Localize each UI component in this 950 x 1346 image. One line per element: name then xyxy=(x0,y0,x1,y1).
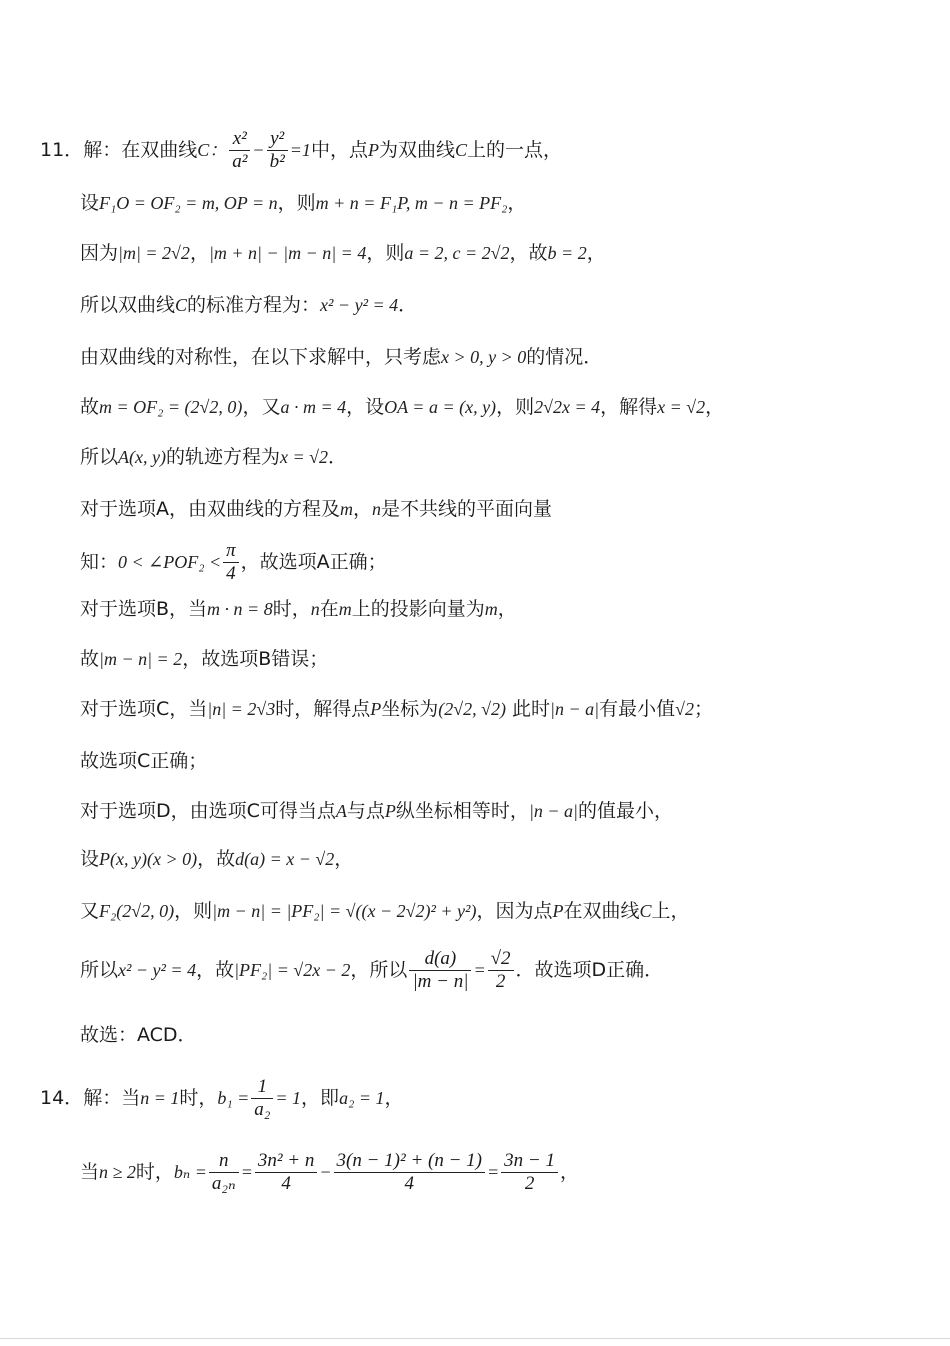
text-segment: y² xyxy=(267,128,288,151)
math-expression: = 1 xyxy=(275,1088,302,1108)
text-segment: 为双曲线 xyxy=(378,139,455,161)
q11-line-15 xyxy=(80,846,920,872)
text-segment: ，则 xyxy=(366,242,405,264)
text-segment: b² xyxy=(269,151,285,172)
math-expression: a = 2, c = 2√2 xyxy=(404,243,510,263)
text-segment: 因为 xyxy=(80,242,119,264)
text-segment: √2 xyxy=(488,948,514,971)
fraction xyxy=(501,1150,558,1195)
text-segment: 与点 xyxy=(346,800,385,822)
math-expression: a · m = 4 xyxy=(280,397,347,417)
math-expression: C： xyxy=(197,140,228,160)
math-expression: x² − y² = 4 xyxy=(118,960,197,980)
math-expression: x² − y² = 4 xyxy=(320,295,399,315)
q11-line-9 xyxy=(80,540,920,585)
text-segment: ，解得 xyxy=(600,396,658,418)
math-expression: n ≥ 2 xyxy=(99,1162,136,1182)
text-segment: 故 xyxy=(80,396,100,418)
text-segment: ； xyxy=(694,698,714,720)
text-segment: ， xyxy=(705,396,725,418)
math-expression: C xyxy=(454,140,467,160)
text-segment: 坐标为 xyxy=(381,698,439,720)
math-expression: m + n = F₁P, m − n = PF₂ xyxy=(315,193,508,213)
text-segment: ，故 xyxy=(196,959,235,981)
math-expression: a₂ = 1 xyxy=(339,1088,385,1108)
math-expression: x = √2 xyxy=(280,447,329,467)
text-segment: 上的投影向量为 xyxy=(351,598,485,620)
text-segment: 在 xyxy=(319,598,339,620)
text-segment: 设 xyxy=(80,848,100,870)
text-segment: 中，点 xyxy=(310,139,368,161)
math-expression: m · n = 8 xyxy=(207,599,273,619)
fraction xyxy=(334,1150,485,1195)
math-expression: n xyxy=(372,499,382,519)
text-segment: ，则 xyxy=(277,192,316,214)
text-segment: 对于选项A，由双曲线的方程及 xyxy=(80,498,340,520)
text-segment: ， xyxy=(586,242,606,264)
text-segment: 所以双曲线 xyxy=(80,294,176,316)
math-expression: 0 < ∠POF₂ < xyxy=(118,552,222,572)
math-expression: P xyxy=(367,140,379,160)
q11-line-14 xyxy=(80,798,920,824)
q14-line-1 xyxy=(40,1076,920,1121)
text-segment: 所以 xyxy=(80,959,119,981)
text-segment: n xyxy=(209,1150,239,1173)
text-segment: 知： xyxy=(80,551,119,573)
text-segment: ，则 xyxy=(496,396,535,418)
math-expression: P xyxy=(370,699,382,719)
q11-line-18 xyxy=(80,1022,920,1048)
question-number: 14． xyxy=(40,1087,84,1109)
text-segment: a₂ xyxy=(254,1099,271,1120)
q11-line-12 xyxy=(80,696,920,722)
text-segment: ，所以 xyxy=(350,959,408,981)
text-segment: ，因为点 xyxy=(476,900,553,922)
math-expression: F₂(2√2, 0) xyxy=(99,901,175,921)
text-segment: 对于选项B，当 xyxy=(80,598,208,620)
math-expression: b = 2 xyxy=(547,243,587,263)
text-segment: 时， xyxy=(272,598,311,620)
q11-line-3 xyxy=(80,240,920,266)
text-segment: ． xyxy=(398,294,418,316)
text-segment: ． xyxy=(328,446,348,468)
text-segment: ，设 xyxy=(346,396,385,418)
math-expression: C xyxy=(175,295,188,315)
text-segment: 有最小值 xyxy=(599,698,676,720)
text-segment: 当 xyxy=(80,1161,100,1183)
text-segment: ， xyxy=(384,1087,404,1109)
text-segment: 解：在双曲线 xyxy=(83,139,198,161)
math-expression: |m − n| = 2 xyxy=(99,649,183,669)
math-expression: C xyxy=(639,901,652,921)
text-segment: 设 xyxy=(80,192,100,214)
q11-line-1 xyxy=(40,128,920,173)
math-expression: |PF₂| = √2x − 2 xyxy=(234,960,351,980)
text-segment: 4 xyxy=(281,1173,291,1194)
text-segment: 对于选项C，当 xyxy=(80,698,208,720)
text-segment: 的情况． xyxy=(526,346,603,368)
text-segment: 是不共线的平面向量 xyxy=(381,498,553,520)
math-expression: |n − a| xyxy=(528,801,578,821)
math-expression: |n| = 2√3 xyxy=(207,699,276,719)
math-expression: b₁ = xyxy=(217,1088,250,1108)
text-segment: 故选项C正确； xyxy=(80,750,208,772)
text-segment: 时， xyxy=(135,1161,174,1183)
text-segment: ， xyxy=(189,242,209,264)
text-segment: 1 xyxy=(251,1076,273,1099)
page-bottom-divider xyxy=(0,1338,950,1339)
math-expression: x = √2 xyxy=(657,397,706,417)
text-segment: ， xyxy=(559,1161,579,1183)
text-segment: 的标准方程为： xyxy=(187,294,321,316)
math-expression: = xyxy=(240,1162,253,1182)
math-expression: n xyxy=(310,599,320,619)
text-segment: 的轨迹方程为 xyxy=(165,446,280,468)
question-number: 11． xyxy=(40,139,84,161)
math-expression: (2√2, √2) xyxy=(438,699,506,719)
math-expression: =1 xyxy=(289,140,311,160)
math-expression: 2√2x = 4 xyxy=(534,397,601,417)
q11-line-17 xyxy=(80,948,920,993)
q11-line-5 xyxy=(80,344,920,370)
math-expression: A xyxy=(335,801,347,821)
math-expression: x > 0, y > 0 xyxy=(441,347,527,367)
math-expression: |m| = 2√2 xyxy=(118,243,190,263)
text-segment: 在双曲线 xyxy=(563,900,640,922)
math-expression: |m + n| − |m − n| = 4 xyxy=(208,243,367,263)
text-segment: 又 xyxy=(80,900,100,922)
text-segment: 此时 xyxy=(512,698,551,720)
math-expression: d(a) = x − √2 xyxy=(235,849,335,869)
text-segment: 所以 xyxy=(80,446,119,468)
q11-line-11 xyxy=(80,646,920,672)
math-expression: |m − n| = |PF₂| = √((x − 2√2)² + y²) xyxy=(212,901,477,921)
math-expression: bₙ = xyxy=(173,1162,207,1182)
q11-line-2 xyxy=(80,190,920,216)
math-expression: = xyxy=(473,960,486,980)
text-segment: 的值最小， xyxy=(577,800,673,822)
fraction xyxy=(209,1150,239,1195)
text-segment: π xyxy=(223,540,239,563)
q14-line-2 xyxy=(80,1150,920,1195)
math-expression: = xyxy=(487,1162,500,1182)
math-expression: |n − a| xyxy=(550,699,600,719)
text-segment: ， xyxy=(497,598,517,620)
text-segment: ，故 xyxy=(509,242,548,264)
text-segment: 由双曲线的对称性，在以下求解中，只考虑 xyxy=(80,346,442,368)
text-segment: 解：当 xyxy=(83,1087,141,1109)
text-segment: a₂ₙ xyxy=(211,1173,236,1194)
text-segment: d(a) xyxy=(409,948,471,971)
math-expression: F₁O = OF₂ = m, OP = n xyxy=(99,193,278,213)
text-segment: 上， xyxy=(651,900,690,922)
text-segment: ，又 xyxy=(242,396,281,418)
text-segment: 对于选项D，由选项C可得当点 xyxy=(80,800,336,822)
text-segment: ，故 xyxy=(197,848,236,870)
math-expression: n = 1 xyxy=(140,1088,180,1108)
text-segment: a² xyxy=(232,151,248,172)
fraction xyxy=(409,948,471,993)
q11-line-10 xyxy=(80,596,920,622)
text-segment: 时，解得点 xyxy=(275,698,371,720)
fraction xyxy=(267,128,288,173)
text-segment: 4 xyxy=(404,1173,415,1194)
text-segment: ， xyxy=(507,192,527,214)
q11-line-16 xyxy=(80,898,920,924)
text-segment: 4 xyxy=(226,563,236,584)
text-segment: 上的一点， xyxy=(466,139,562,161)
text-segment: ，故选项B错误； xyxy=(182,648,329,670)
text-segment: 3n² + n xyxy=(255,1150,318,1173)
text-segment: 故选：ACD． xyxy=(80,1024,197,1046)
fraction xyxy=(488,948,514,993)
text-segment: ，即 xyxy=(301,1087,340,1109)
text-segment: ，故选项A正确； xyxy=(240,551,387,573)
text-segment: 3(n − 1)² + (n − 1) xyxy=(334,1150,485,1173)
q11-line-6 xyxy=(80,394,920,420)
math-expression: P xyxy=(384,801,396,821)
q11-line-8 xyxy=(80,496,920,522)
q11-line-13 xyxy=(80,748,920,774)
text-segment: 时， xyxy=(179,1087,218,1109)
fraction xyxy=(255,1150,318,1195)
text-segment: 故 xyxy=(80,648,100,670)
text-segment: 2 xyxy=(495,971,506,992)
fraction xyxy=(229,128,250,173)
text-segment: ， xyxy=(334,848,354,870)
math-expression: − xyxy=(319,1162,332,1182)
text-segment: ， xyxy=(353,498,373,520)
text-segment: ，则 xyxy=(174,900,213,922)
text-segment: |m − n| xyxy=(412,971,469,992)
text-segment: ．故选项D正确． xyxy=(515,959,664,981)
q11-line-4 xyxy=(80,292,920,318)
math-expression: P(x, y)(x > 0) xyxy=(99,849,198,869)
text-segment: 纵坐标相等时， xyxy=(395,800,529,822)
text-segment: x² xyxy=(229,128,250,151)
fraction xyxy=(223,540,239,585)
math-expression: m = OF₂ = (2√2, 0) xyxy=(99,397,243,417)
math-expression: A(x, y) xyxy=(118,447,166,467)
math-expression: − xyxy=(252,140,265,160)
fraction xyxy=(251,1076,273,1121)
math-expression: √2 xyxy=(675,699,694,719)
math-expression: P xyxy=(552,901,564,921)
q11-line-7 xyxy=(80,444,920,470)
math-expression: m xyxy=(340,499,353,519)
math-expression: m xyxy=(338,599,352,619)
text-segment: 2 xyxy=(524,1173,535,1194)
math-expression: OA = a = (x, y) xyxy=(384,397,497,417)
text-segment: 3n − 1 xyxy=(501,1150,558,1173)
math-expression: m xyxy=(484,599,498,619)
